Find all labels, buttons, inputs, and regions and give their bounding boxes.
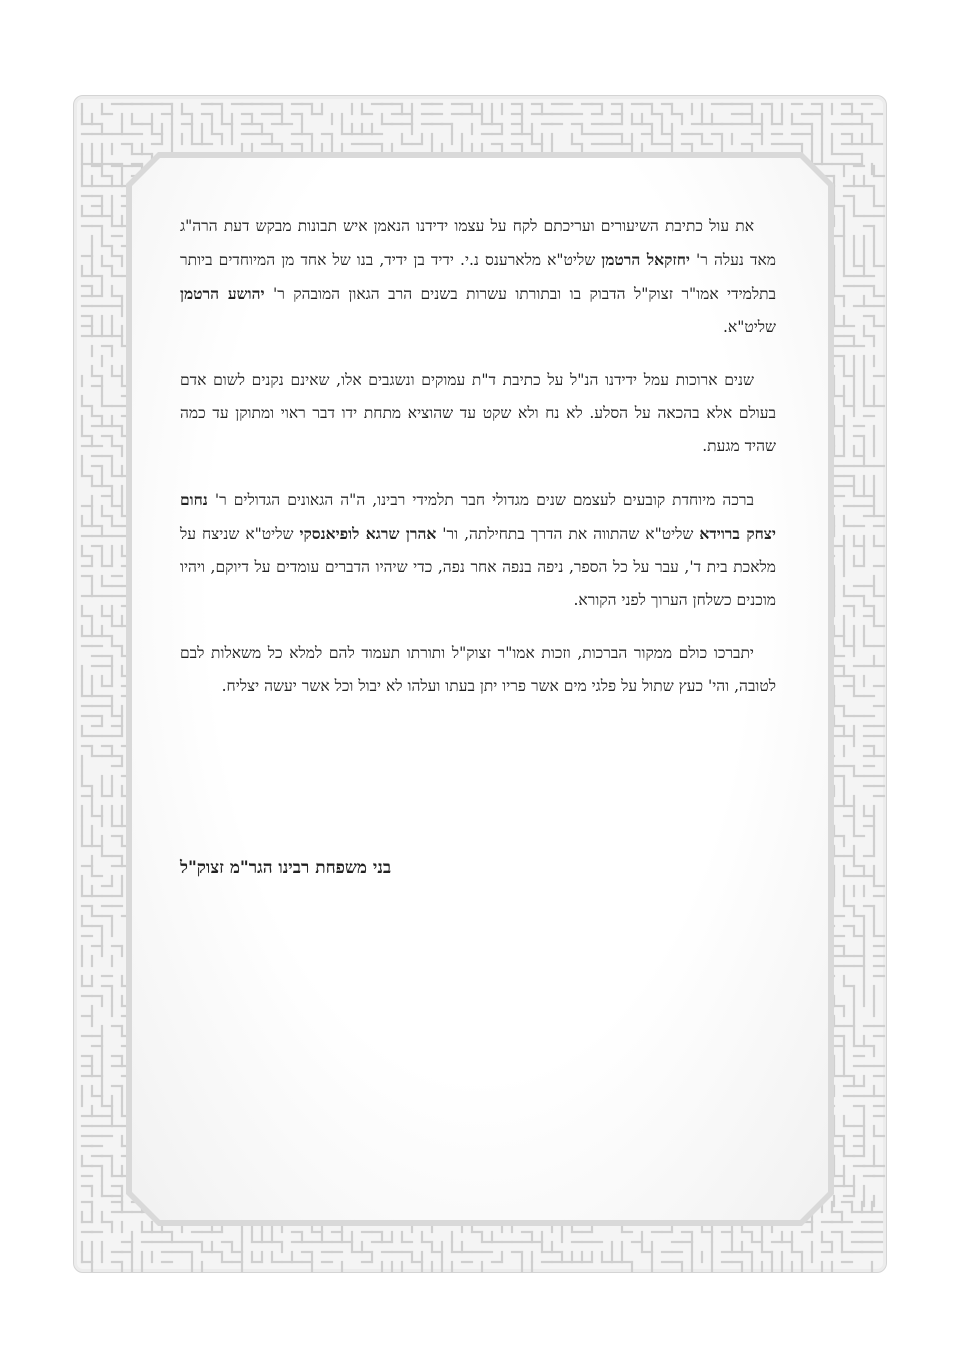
name-aharon-lopiansky: אהרן שרגא לופיאנסקי [299,524,437,543]
paragraph-4: יתברכו כולם ממקור הברכות, וזכות אמו"ר זצוק"ל ותורתו תעמוד להם למלא כל משאלות לבם לטובה, והי' כעץ שתול על פלגי מים אשר פריו יתן בעתו ועלהו לא יבול וכל אשר יעשה יצליח. [180,644,776,695]
name-yechezkel-hartman: יחזקאל הרטמן [601,250,690,269]
paragraph-1: את עול כתיבת השיעורים ועריכתם לקח על עצמו ידידנו הנאמן איש תבונות מבקש דעת הרה"ג מאד נעלה ר' יחזקאל הרטמן שליט"א מלארענס נ.י. ידיד בן ידיד, בנו של אחד מן המיוחדים ביותר בתלמידי אמו"ר זצוק"ל הדבוק בו ובתורתו עשרות בשנים הרב הגאון המובהק ר' יהושע הרטמן שליט"א. [180,217,776,336]
signature: בני משפחת רבינו הגר"מ זצוק"ל [180,858,392,878]
name-nachum-brodia: נחום יצחק ברוידא [180,490,776,543]
paragraph-3: ברכה מיוחדת קובעים לעצמם שנים מגדולי חבר תלמידי רבינו, ה"ה הגאונים הגדולים ר' נחום יצחק ברוידא שליט"א שהתווה את הדרך בתחילתה, ור' אהרן שרגא לופיאנסקי שליט"א שניצח על מלאכת בית ד', עבר על כל הספר, ניפה בנפה אחר נפה, כדי שיהיו הדברים עומדים על דיוקם, ויהיו מוכנים כשלחן הערוך לפני הקורא. [180,490,776,609]
name-yehoshua-hartman: יהושע הרטמן [180,284,265,303]
paragraph-2: שנים ארוכות עמל ידידנו הנ"ל על כתיבת ד"ת עמוקים ונשגבים אלו, שאינם נקנים לשום אדם בעולם אלא בהכאה על הסלע. לא נח ולא שקט עד שהוציא מתחת ידו דבר ראוי ומתוקן עד כמה שהיד מגעת. [180,371,776,455]
letter-body [180,210,776,723]
